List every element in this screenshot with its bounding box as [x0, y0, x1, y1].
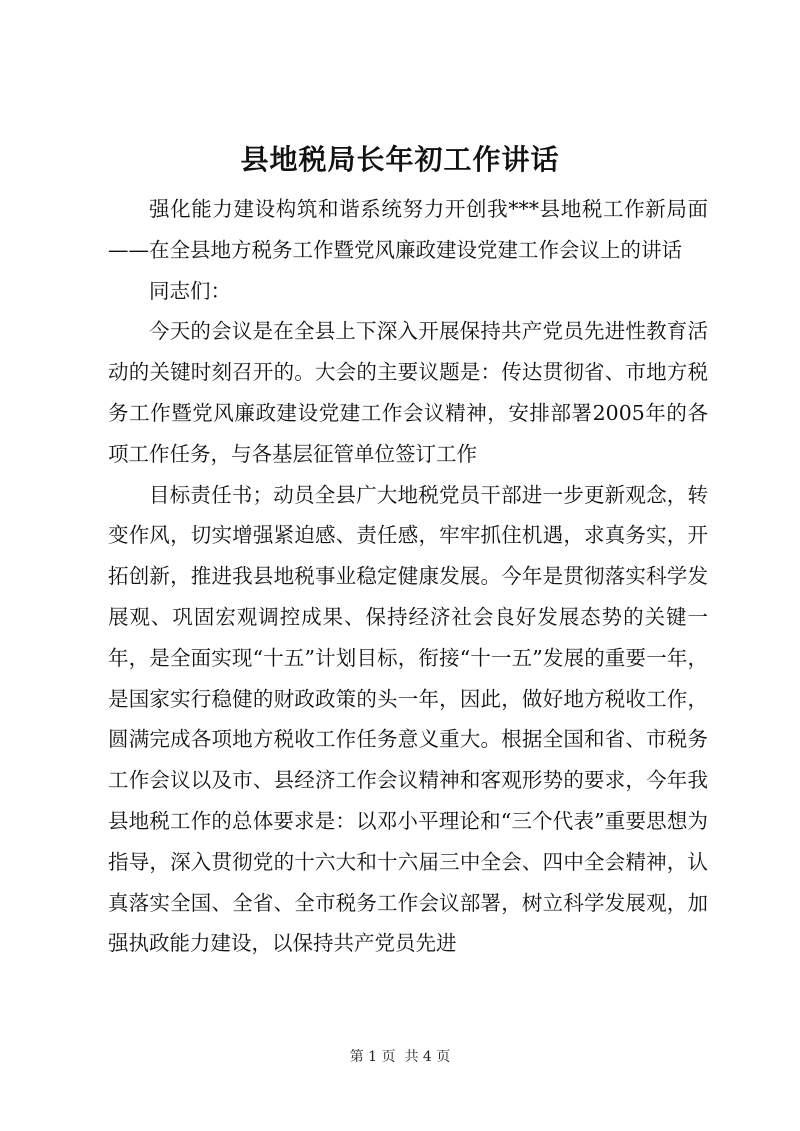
page-total: 共 4 页	[404, 1049, 451, 1065]
salutation-paragraph: 同志们：	[149, 278, 231, 303]
subtitle-paragraph: 强化能力建设构筑和谐系统努力开创我***县地税工作新局面——在全县地方税务工作暨党风廉政建设党建工作会议上的讲话	[108, 197, 708, 262]
body-paragraph: 今天的会议是在全县上下深入开展保持共产党员先进性教育活动的关键时刻召开的。大会的主要议题是：传达贯彻省、市地方税务工作暨党风廉政建设党建工作会议精神，安排部署2005年的各项工作任务，与各基层征管单位签订工作	[108, 319, 708, 466]
document-body	[108, 189, 708, 964]
document-title: 县地税局长年初工作讲话	[240, 143, 560, 176]
body-paragraph: 目标责任书；动员全县广大地税党员干部进一步更新观念，转变作风，切实增强紧迫感、责任感，牢牢抓住机遇，求真务实，开拓创新，推进我县地税事业稳定健康发展。今年是贯彻落实科学发展观、巩固宏观调控成果、保持经济社会良好发展态势的关键一年，是全面实现“十五”计划目标，衔接“十一五”发展的重要一年，是国家实行稳健的财政政策的头一年，因此，做好地方税收工作，圆满完成各项地方税收工作任务意义重大。根据全国和省、市税务工作会议以及市、县经济工作会议精神和客观形势的要求，今年我县地税工作的总体要求是：以邓小平理论和“三个代表”重要思想为指导，深入贯彻党的十六大和十六届三中全会、四中全会精神，认真落实全国、全省、全市税务工作会议部署，树立科学发展观，加强执政能力建设，以保持共产党员先进	[108, 482, 708, 956]
page-footer	[0, 1047, 800, 1067]
page-number: 第 1 页	[349, 1049, 396, 1065]
